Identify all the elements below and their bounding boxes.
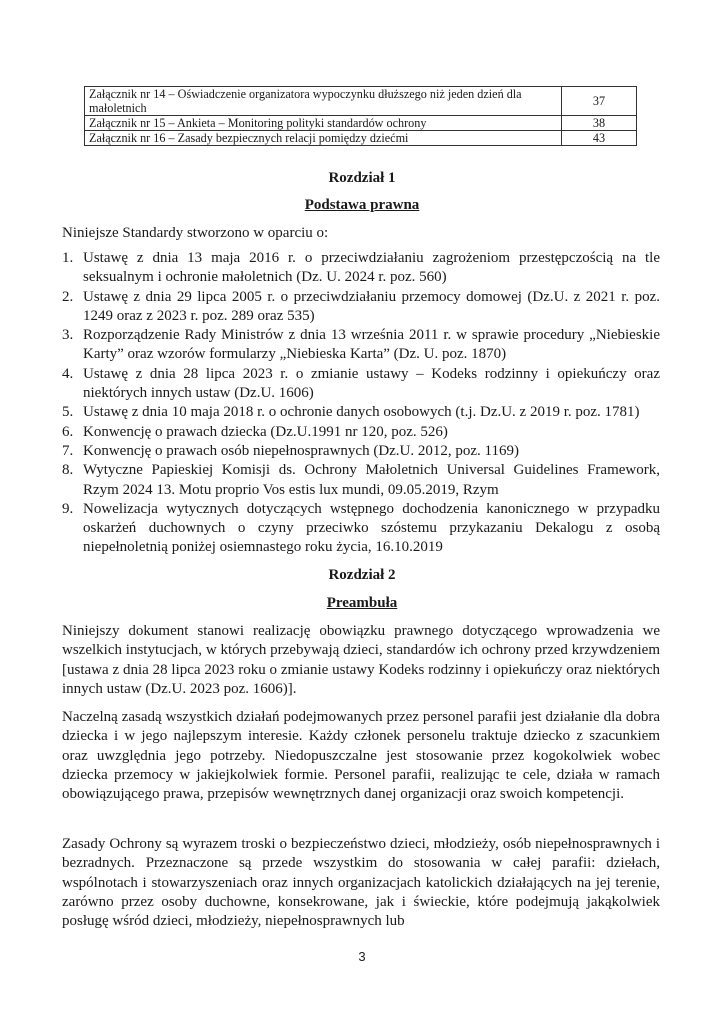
list-item-text: Rozporządzenie Rady Ministrów z dnia 13 września 2011 r. w sprawie procedury „Niebieskie Karty” oraz wzorów formularzy „Niebieska Karta” (Dz. U. poz. 1870) [83, 327, 660, 363]
list-item-number: 4. [62, 365, 74, 382]
toc-row-page: 37 [562, 87, 637, 116]
table-of-contents-table [84, 86, 637, 146]
chapter-1-intro: Niniejsze Standardy stworzono w oparciu o: [62, 225, 329, 241]
list-item-text: Konwencję o prawach dziecka (Dz.U.1991 nr 120, poz. 526) [83, 423, 448, 440]
preamble-paragraph: Naczelną zasadą wszystkich działań podejmowanych przez personel parafii jest działanie dla dobra dziecka i w jego najlepszym interesie. Każdy członek personelu traktuje dziecko z szacunkiem oraz uwzględnia jego potrzeby. Niedopuszczalne jest stosowanie przez kogokolwiek wobec dziecka przemocy w jakiejkolwiek formie. Personel parafii, realizując te cele, działa w ramach obowiązującego prawa, przepisów wewnętrznych danej organizacji oraz swoich kompetencji. [62, 709, 660, 803]
toc-row-title: Załącznik nr 16 – Zasady bezpiecznych relacji pomiędzy dziećmi [85, 131, 562, 146]
list-item-text: Ustawę z dnia 29 lipca 2005 r. o przeciwdziałaniu przemocy domowej (Dz.U. z 2021 r. poz. 1249 oraz z 2023 r. poz. 289 oraz 535) [83, 288, 660, 324]
list-item-number: 6. [62, 423, 74, 440]
list-item-text: Ustawę z dnia 13 maja 2016 r. o przeciwdziałaniu zagrożeniom przestępczością na tle seksualnym i ochronie małoletnich (Dz. U. 2024 r. poz. 560) [83, 250, 660, 286]
list-item-number: 8. [62, 462, 74, 479]
list-item-number: 9. [62, 500, 74, 517]
list-item-text: Nowelizacja wytycznych dotyczących wstępnego dochodzenia kanonicznego w przypadku oskarżeń duchownych o czyny przeciwko szóstemu przykazaniu Dekalogu z osobą niepełnoletnią poniżej osiemnastego roku życia, 16.10.2019 [83, 500, 660, 556]
list-item-text: Ustawę z dnia 28 lipca 2023 r. o zmianie ustawy – Kodeks rodzinny i opiekuńczy oraz niektórych innych ustaw (Dz.U. 1606) [83, 365, 660, 402]
toc-row [85, 116, 637, 131]
list-item-text: Wytyczne Papieskiej Komisji ds. Ochrony Małoletnich Universal Guidelines Framework, Rzym 2024 13. Motu proprio Vos estis lux mundi, 09.05.2019, Rzym [83, 462, 660, 498]
list-item [62, 500, 660, 558]
list-item-number: 3. [62, 327, 74, 344]
list-item-number: 5. [62, 404, 74, 421]
list-item-text: Konwencję o prawach osób niepełnosprawnych (Dz.U. 2012, poz. 1169) [83, 442, 519, 459]
preamble-paragraph: Niniejszy dokument stanowi realizację obowiązku prawnego dotyczącego wprowadzenia we wszelkich instytucjach, w których przebywają dzieci, standardów ich ochrony przed krzywdzeniem [ustawa z dnia 28 lipca 2023 roku o zmianie ustawy Kodeks rodzinny i opiekuńczy oraz niektórych innych ustaw (Dz.U. 2023 poz. 1606)]. [62, 623, 660, 697]
list-item-number: 1. [62, 250, 74, 266]
legal-basis-list [62, 249, 660, 558]
list-item [62, 442, 660, 461]
toc-row-page: 43 [562, 131, 637, 146]
chapter-1-subheading-text: Podstawa prawna [304, 197, 420, 213]
list-item [62, 326, 660, 365]
chapter-1-subheading [0, 197, 724, 214]
chapter-1-heading: Rozdział 1 [328, 170, 396, 186]
toc-row [85, 87, 637, 116]
toc-row-page: 38 [562, 116, 637, 131]
toc-row-title: Załącznik nr 14 – Oświadczenie organizatora wypoczynku dłuższego niż jeden dzień dla małoletnich [85, 87, 562, 116]
list-item-number: 2. [62, 288, 74, 305]
list-item [62, 461, 660, 500]
page-number: 3 [358, 949, 366, 964]
preamble-paragraph: Zasady Ochrony są wyrazem troski o bezpieczeństwo dzieci, młodzieży, osób niepełnosprawnych i bezradnych. Przeznaczone są przede wszystkim do stosowania w całej parafii: dziełach, wspólnotach i stowarzyszeniach oraz innych organizacjach katolickich działających na jej terenie, zarówno przez osoby duchowne, konsekrowane, jak i świeckie, które podejmują jakąkolwiek posługę wśród dzieci, młodzieży, niepełnosprawnych lub [62, 836, 660, 930]
toc-row [85, 131, 637, 146]
chapter-2-subheading [0, 595, 724, 612]
list-item [62, 365, 660, 404]
list-item-number: 7. [62, 442, 74, 459]
list-item [62, 423, 660, 442]
list-item [62, 288, 660, 327]
toc-row-title: Załącznik nr 15 – Ankieta – Monitoring polityki standardów ochrony [85, 116, 562, 131]
chapter-2-heading: Rozdział 2 [328, 567, 396, 583]
chapter-2-subheading-text: Preambuła [326, 595, 398, 611]
list-item-text: Ustawę z dnia 10 maja 2018 r. o ochronie danych osobowych (t.j. Dz.U. z 2019 r. poz. 1781) [83, 404, 640, 421]
list-item [62, 403, 660, 422]
list-item [62, 249, 660, 288]
